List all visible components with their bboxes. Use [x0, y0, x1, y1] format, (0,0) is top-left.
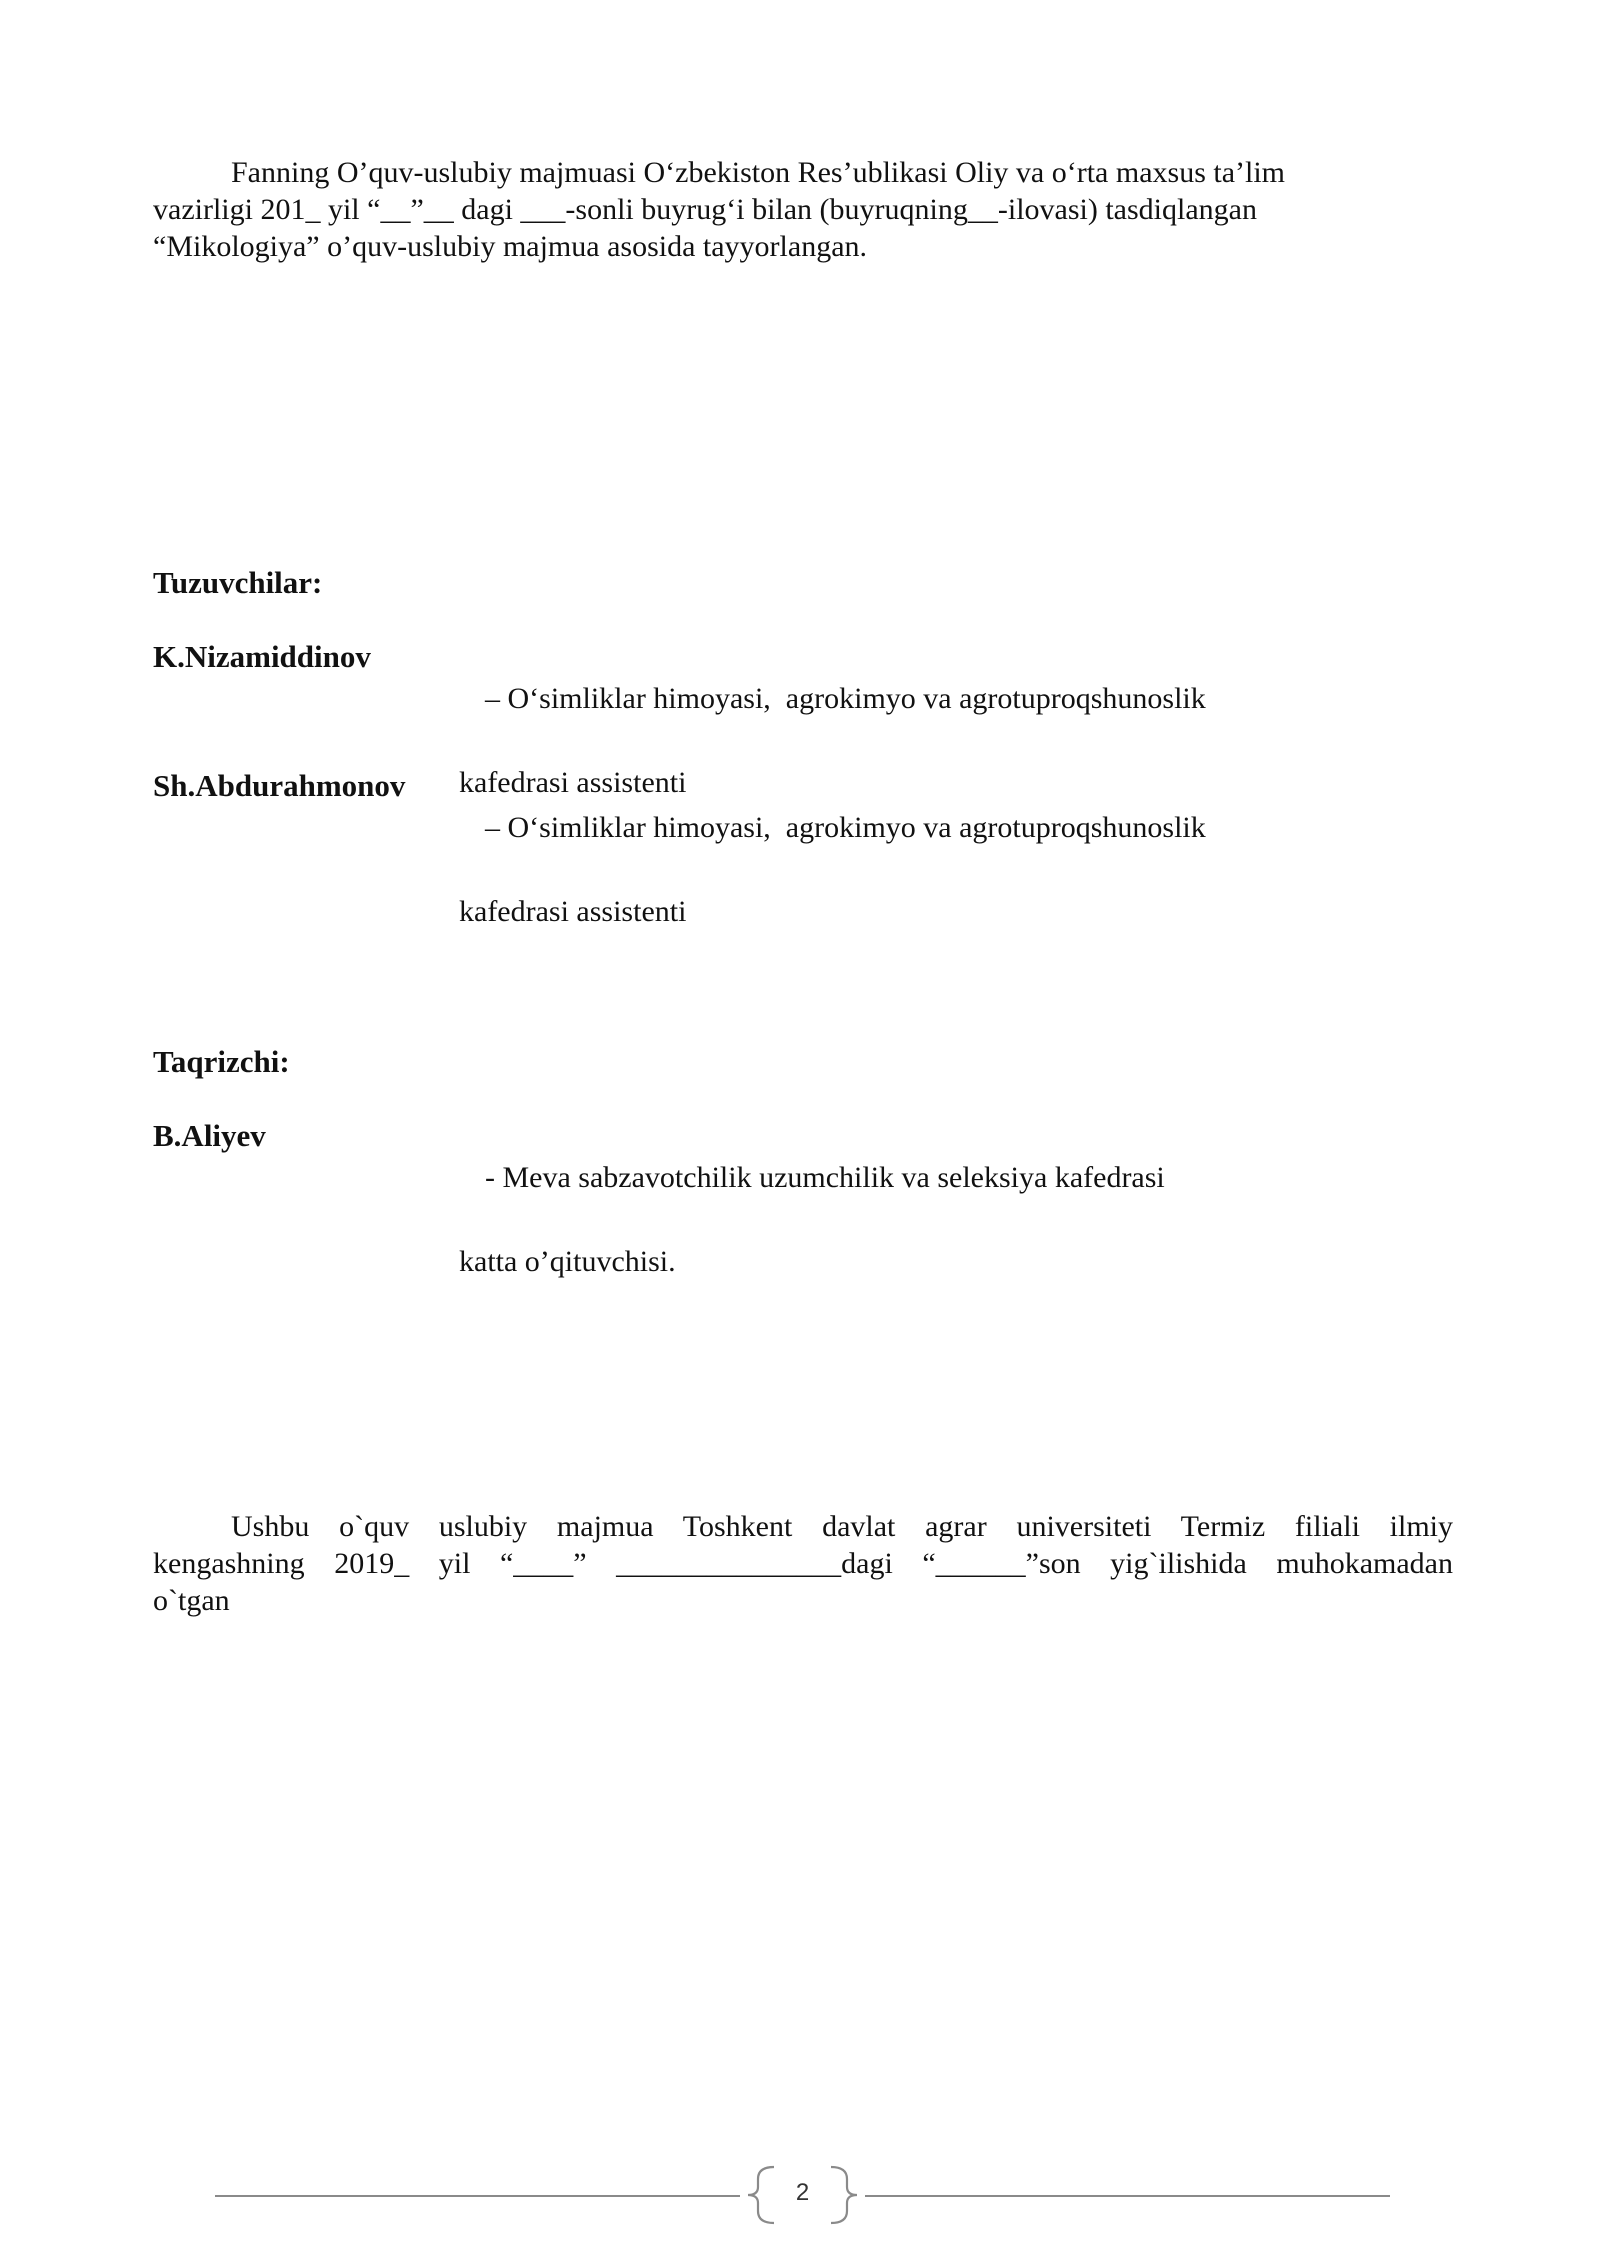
reviewer-name: B.Aliyev — [153, 1118, 266, 1153]
author-role — [440, 765, 1206, 1017]
authors-heading: Tuzuvchilar: — [153, 565, 323, 600]
intro-line-1: Fanning O’quv-uslubiy majmuasi O‘zbekiston Res’ublikasi Oliy va o‘rta maxsus ta’lim — [231, 156, 1286, 189]
footer-rule-right — [865, 2195, 1390, 2197]
page-number: 2 — [795, 2179, 810, 2206]
right-brace-icon — [825, 2165, 865, 2225]
author-name: K.Nizamiddinov — [153, 639, 371, 674]
approval-line-1: Ushbu o`quv uslubiy majmua Toshkent davlat agrar universiteti Termiz filiali ilmiy — [231, 1510, 1453, 1543]
reviewer-role — [440, 1115, 1165, 1367]
author-role-line-2: kafedrasi assistenti — [459, 766, 687, 799]
author-role-line-1: – O‘simliklar himoyasi, agrokimyo va agrotuproqshunoslik — [485, 811, 1206, 844]
intro-line-2: vazirligi 201_ yil “__”__ dagi ___-sonli buyrug‘i bilan (buyruqning__-ilovasi) tasdiqlangan — [153, 193, 1257, 226]
author-name: Sh.Abdurahmonov — [153, 768, 406, 803]
intro-paragraph — [153, 154, 1453, 265]
intro-line-3: “Mikologiya” o’quv-uslubiy majmua asosida tayyorlangan. — [153, 230, 868, 263]
approval-line-2: kengashning 2019_ yil “____” _______________dagi “______”son yig`ilishida muhokamadan — [153, 1547, 1453, 1580]
approval-paragraph — [153, 1508, 1453, 1619]
author-role-line-2: kafedrasi assistenti — [459, 895, 687, 928]
reviewer-heading: Taqrizchi: — [153, 1044, 290, 1079]
reviewer-role-line-1: - Meva sabzavotchilik uzumchilik va seleksiya kafedrasi — [485, 1161, 1165, 1194]
author-role-line-1: – O‘simliklar himoyasi, agrokimyo va agrotuproqshunoslik — [485, 682, 1206, 715]
footer-rule-left — [215, 2195, 740, 2197]
left-brace-icon — [740, 2165, 780, 2225]
page-footer — [215, 2165, 1390, 2225]
reviewer-role-line-2: katta o’qituvchisi. — [459, 1245, 676, 1278]
approval-line-3: o`tgan — [153, 1584, 230, 1617]
